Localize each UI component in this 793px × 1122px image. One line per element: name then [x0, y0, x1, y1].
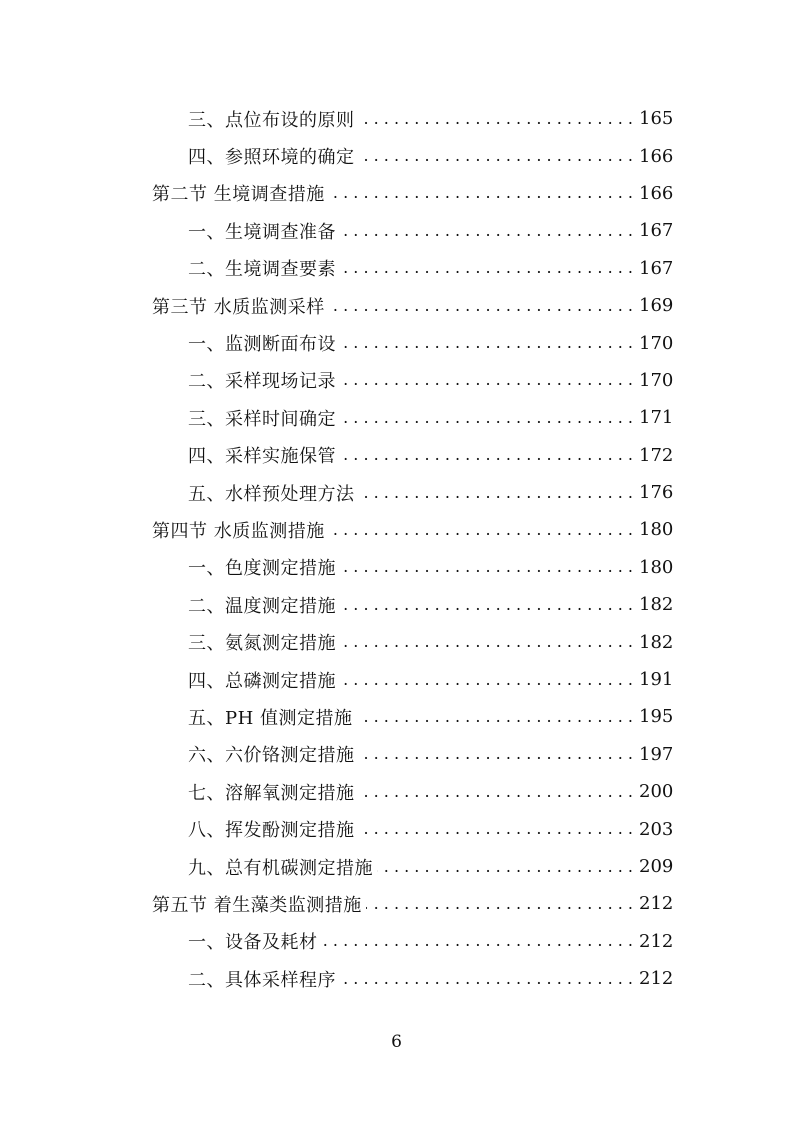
toc-dot-leader	[359, 820, 634, 838]
toc-entry-page-number: 209	[639, 856, 673, 877]
toc-entry-page-number: 182	[639, 594, 673, 616]
toc-entry-page-number: 182	[639, 631, 673, 653]
toc-entry[interactable]	[0, 250, 793, 287]
toc-dot-leader	[340, 970, 633, 988]
toc-entry-content	[152, 293, 673, 319]
toc-entry-content	[188, 106, 673, 132]
toc-entry-label: 三、点位布设的原则	[188, 109, 355, 131]
toc-entry-label: 二、采样现场记录	[188, 371, 336, 393]
toc-entry-page-number: 172	[639, 444, 673, 466]
toc-entry-content	[188, 480, 673, 506]
toc-entry-page-number: 195	[639, 706, 673, 728]
toc-entry[interactable]	[0, 362, 793, 399]
toc-entry[interactable]	[0, 848, 793, 885]
toc-entry-content	[152, 891, 673, 917]
toc-entry-label: 七、溶解氧测定措施	[188, 782, 355, 804]
toc-entry-page-number: 171	[639, 407, 673, 429]
toc-entry-content	[188, 592, 673, 618]
toc-entry[interactable]	[0, 773, 793, 810]
toc-entry-content	[188, 704, 673, 730]
toc-dot-leader	[340, 633, 633, 651]
toc-dot-leader	[340, 446, 633, 464]
toc-entry-content	[188, 741, 673, 767]
toc-dot-leader	[340, 671, 633, 689]
toc-entry-label: 第四节 水质监测措施	[152, 520, 325, 542]
toc-entry[interactable]	[0, 100, 793, 137]
toc-entry-page-number: 167	[639, 220, 673, 242]
toc-dot-leader	[340, 558, 633, 576]
toc-entry-content	[188, 667, 673, 693]
toc-dot-leader	[340, 334, 633, 352]
toc-dot-leader	[340, 222, 633, 240]
toc-entry-page-number: 200	[639, 781, 673, 803]
toc-entry[interactable]	[0, 511, 793, 548]
toc-entry-label: 一、监测断面布设	[188, 334, 336, 356]
toc-dot-leader	[340, 259, 633, 277]
toc-entry-label: 五、水样预处理方法	[188, 483, 355, 505]
toc-dot-leader	[377, 858, 633, 876]
toc-entry-content	[188, 218, 673, 244]
toc-entry[interactable]	[0, 923, 793, 960]
toc-entry-label: 第二节 生境调查措施	[152, 184, 325, 206]
toc-entry[interactable]	[0, 549, 793, 586]
toc-entry[interactable]	[0, 212, 793, 249]
toc-entry-label: 第三节 水质监测采样	[152, 296, 325, 318]
toc-entry-content	[188, 779, 673, 805]
toc-entry-label: 四、采样实施保管	[188, 446, 336, 468]
toc-entry-page-number: 191	[639, 669, 673, 691]
toc-entry-content	[188, 255, 673, 281]
toc-entry[interactable]	[0, 810, 793, 847]
toc-entry[interactable]	[0, 437, 793, 474]
toc-entry-page-number: 165	[639, 108, 673, 130]
toc-entry-page-number: 166	[639, 182, 673, 204]
toc-entry-page-number: 212	[639, 930, 673, 952]
toc-entry-content	[188, 854, 673, 880]
table-of-contents	[0, 100, 793, 997]
toc-dot-leader	[340, 409, 633, 427]
toc-entry-label: 二、温度测定措施	[188, 595, 336, 617]
toc-entry-label: 九、总有机碳测定措施	[188, 857, 373, 879]
toc-entry[interactable]	[0, 736, 793, 773]
toc-entry-page-number: 167	[639, 257, 673, 279]
toc-entry[interactable]	[0, 399, 793, 436]
toc-entry-label: 四、总磷测定措施	[188, 670, 336, 692]
toc-dot-leader	[366, 895, 633, 913]
toc-entry-content	[188, 554, 673, 580]
toc-entry[interactable]	[0, 698, 793, 735]
toc-entry[interactable]	[0, 586, 793, 623]
toc-entry[interactable]	[0, 137, 793, 174]
toc-entry-page-number: 176	[639, 482, 673, 504]
toc-dot-leader	[359, 783, 634, 801]
toc-entry-page-number: 170	[639, 369, 673, 391]
toc-entry-label: 五、PH 值测定措施	[188, 707, 353, 729]
toc-entry-label: 二、具体采样程序	[188, 969, 336, 991]
toc-entry-page-number: 212	[639, 893, 673, 915]
toc-dot-leader	[359, 745, 634, 763]
toc-entry-page-number: 169	[639, 295, 673, 317]
toc-entry-label: 三、氨氮测定措施	[188, 633, 336, 655]
toc-entry[interactable]	[0, 474, 793, 511]
toc-entry-page-number: 180	[639, 519, 673, 541]
toc-entry-content	[188, 367, 673, 393]
toc-entry[interactable]	[0, 661, 793, 698]
toc-entry-label: 一、生境调查准备	[188, 221, 336, 243]
toc-entry-label: 一、色度测定措施	[188, 558, 336, 580]
toc-entry[interactable]	[0, 885, 793, 922]
toc-entry-label: 三、采样时间确定	[188, 408, 336, 430]
toc-entry-content	[188, 330, 673, 356]
toc-entry-page-number: 170	[639, 332, 673, 354]
toc-dot-leader	[359, 484, 634, 502]
toc-entry-content	[188, 143, 673, 169]
toc-entry-label: 八、挥发酚测定措施	[188, 820, 355, 842]
toc-entry[interactable]	[0, 175, 793, 212]
toc-entry[interactable]	[0, 623, 793, 660]
toc-dot-leader	[329, 521, 633, 539]
toc-entry-page-number: 166	[639, 145, 673, 167]
toc-entry-label: 六、六价铬测定措施	[188, 745, 355, 767]
toc-entry-page-number: 212	[639, 968, 673, 990]
toc-entry-page-number: 203	[639, 818, 673, 840]
toc-entry-label: 第五节 着生藻类监测措施	[152, 894, 362, 916]
toc-dot-leader	[359, 110, 634, 128]
toc-entry-page-number: 180	[639, 556, 673, 578]
toc-dot-leader	[329, 184, 633, 202]
toc-dot-leader	[340, 371, 633, 389]
toc-entry-label: 二、生境调查要素	[188, 259, 336, 281]
toc-entry-page-number: 197	[639, 743, 673, 765]
toc-entry-content	[152, 517, 673, 543]
toc-entry-content	[188, 816, 673, 842]
toc-entry-label: 四、参照环境的确定	[188, 147, 355, 169]
toc-dot-leader	[322, 932, 634, 950]
toc-entry-label: 一、设备及耗材	[188, 932, 318, 954]
toc-entry-content	[152, 180, 673, 206]
toc-dot-leader	[357, 708, 633, 726]
toc-entry[interactable]	[0, 960, 793, 997]
toc-dot-leader	[359, 147, 634, 165]
toc-entry-content	[188, 966, 673, 992]
toc-entry-content	[188, 442, 673, 468]
toc-entry[interactable]	[0, 324, 793, 361]
toc-entry-content	[188, 928, 673, 954]
page-number: 6	[391, 1032, 402, 1052]
toc-dot-leader	[340, 596, 633, 614]
toc-entry[interactable]	[0, 287, 793, 324]
toc-entry-content	[188, 629, 673, 655]
toc-dot-leader	[329, 297, 633, 315]
toc-entry-content	[188, 405, 673, 431]
